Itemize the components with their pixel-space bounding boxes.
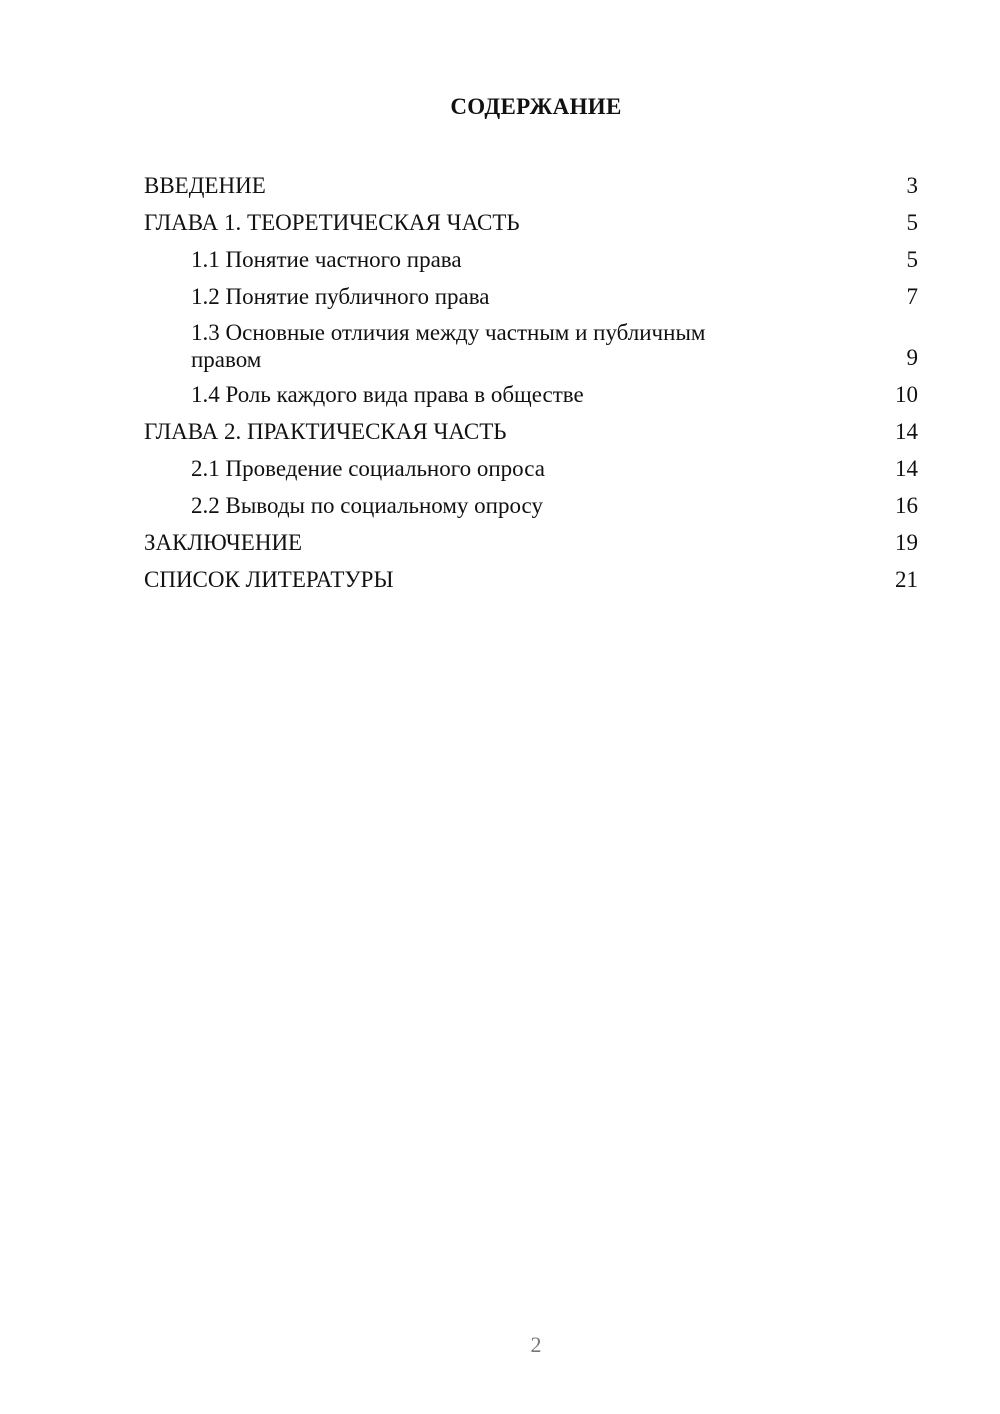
toc-entry-chapter-2 bbox=[144, 414, 918, 451]
toc-entry-page: 16 bbox=[895, 493, 918, 518]
toc-entry-introduction bbox=[144, 168, 918, 205]
toc-entry-chapter-1 bbox=[144, 205, 918, 242]
toc-entry-section-1-4 bbox=[144, 377, 918, 414]
toc-entry-page: 5 bbox=[906, 247, 918, 272]
toc-entry-page: 14 bbox=[895, 456, 918, 481]
page-title: СОДЕРЖАНИЕ bbox=[450, 94, 622, 119]
toc-entry-page: 21 bbox=[895, 567, 918, 592]
table-of-contents bbox=[144, 168, 918, 599]
toc-entry-page: 19 bbox=[895, 530, 918, 555]
toc-entry-label: ВВЕДЕНИЕ bbox=[144, 173, 266, 198]
toc-entry-page: 5 bbox=[906, 210, 918, 235]
toc-entry-label: 1.3 Основные отличия между частным и публичным правом bbox=[191, 320, 706, 372]
toc-entry-section-2-1 bbox=[144, 451, 918, 488]
toc-entry-page: 14 bbox=[895, 419, 918, 444]
toc-entry-label: 1.2 Понятие публичного права bbox=[191, 284, 490, 309]
toc-entry-conclusion bbox=[144, 525, 918, 562]
toc-entry-section-1-1 bbox=[144, 242, 918, 279]
toc-entry-page: 10 bbox=[895, 382, 918, 407]
toc-entry-section-1-2 bbox=[144, 279, 918, 316]
page-number: 2 bbox=[530, 1332, 542, 1357]
toc-entry-page: 9 bbox=[906, 345, 918, 370]
toc-entry-references bbox=[144, 562, 918, 599]
toc-entry-label: ГЛАВА 2. ПРАКТИЧЕСКАЯ ЧАСТЬ bbox=[144, 419, 507, 444]
toc-entry-label: СПИСОК ЛИТЕРАТУРЫ bbox=[144, 567, 394, 592]
toc-entry-section-2-2 bbox=[144, 488, 918, 525]
toc-entry-label: 2.1 Проведение социального опроса bbox=[191, 456, 545, 481]
toc-entry-label: 1.4 Роль каждого вида права в обществе bbox=[191, 382, 584, 407]
toc-entry-page: 7 bbox=[906, 284, 918, 309]
toc-entry-label: ГЛАВА 1. ТЕОРЕТИЧЕСКАЯ ЧАСТЬ bbox=[144, 210, 520, 235]
toc-entry-label: ЗАКЛЮЧЕНИЕ bbox=[144, 530, 303, 555]
toc-entry-label: 2.2 Выводы по социальному опросу bbox=[191, 493, 543, 518]
toc-entry-label: 1.1 Понятие частного права bbox=[191, 247, 462, 272]
toc-entry-page: 3 bbox=[906, 173, 918, 198]
toc-entry-section-1-3 bbox=[144, 316, 918, 377]
